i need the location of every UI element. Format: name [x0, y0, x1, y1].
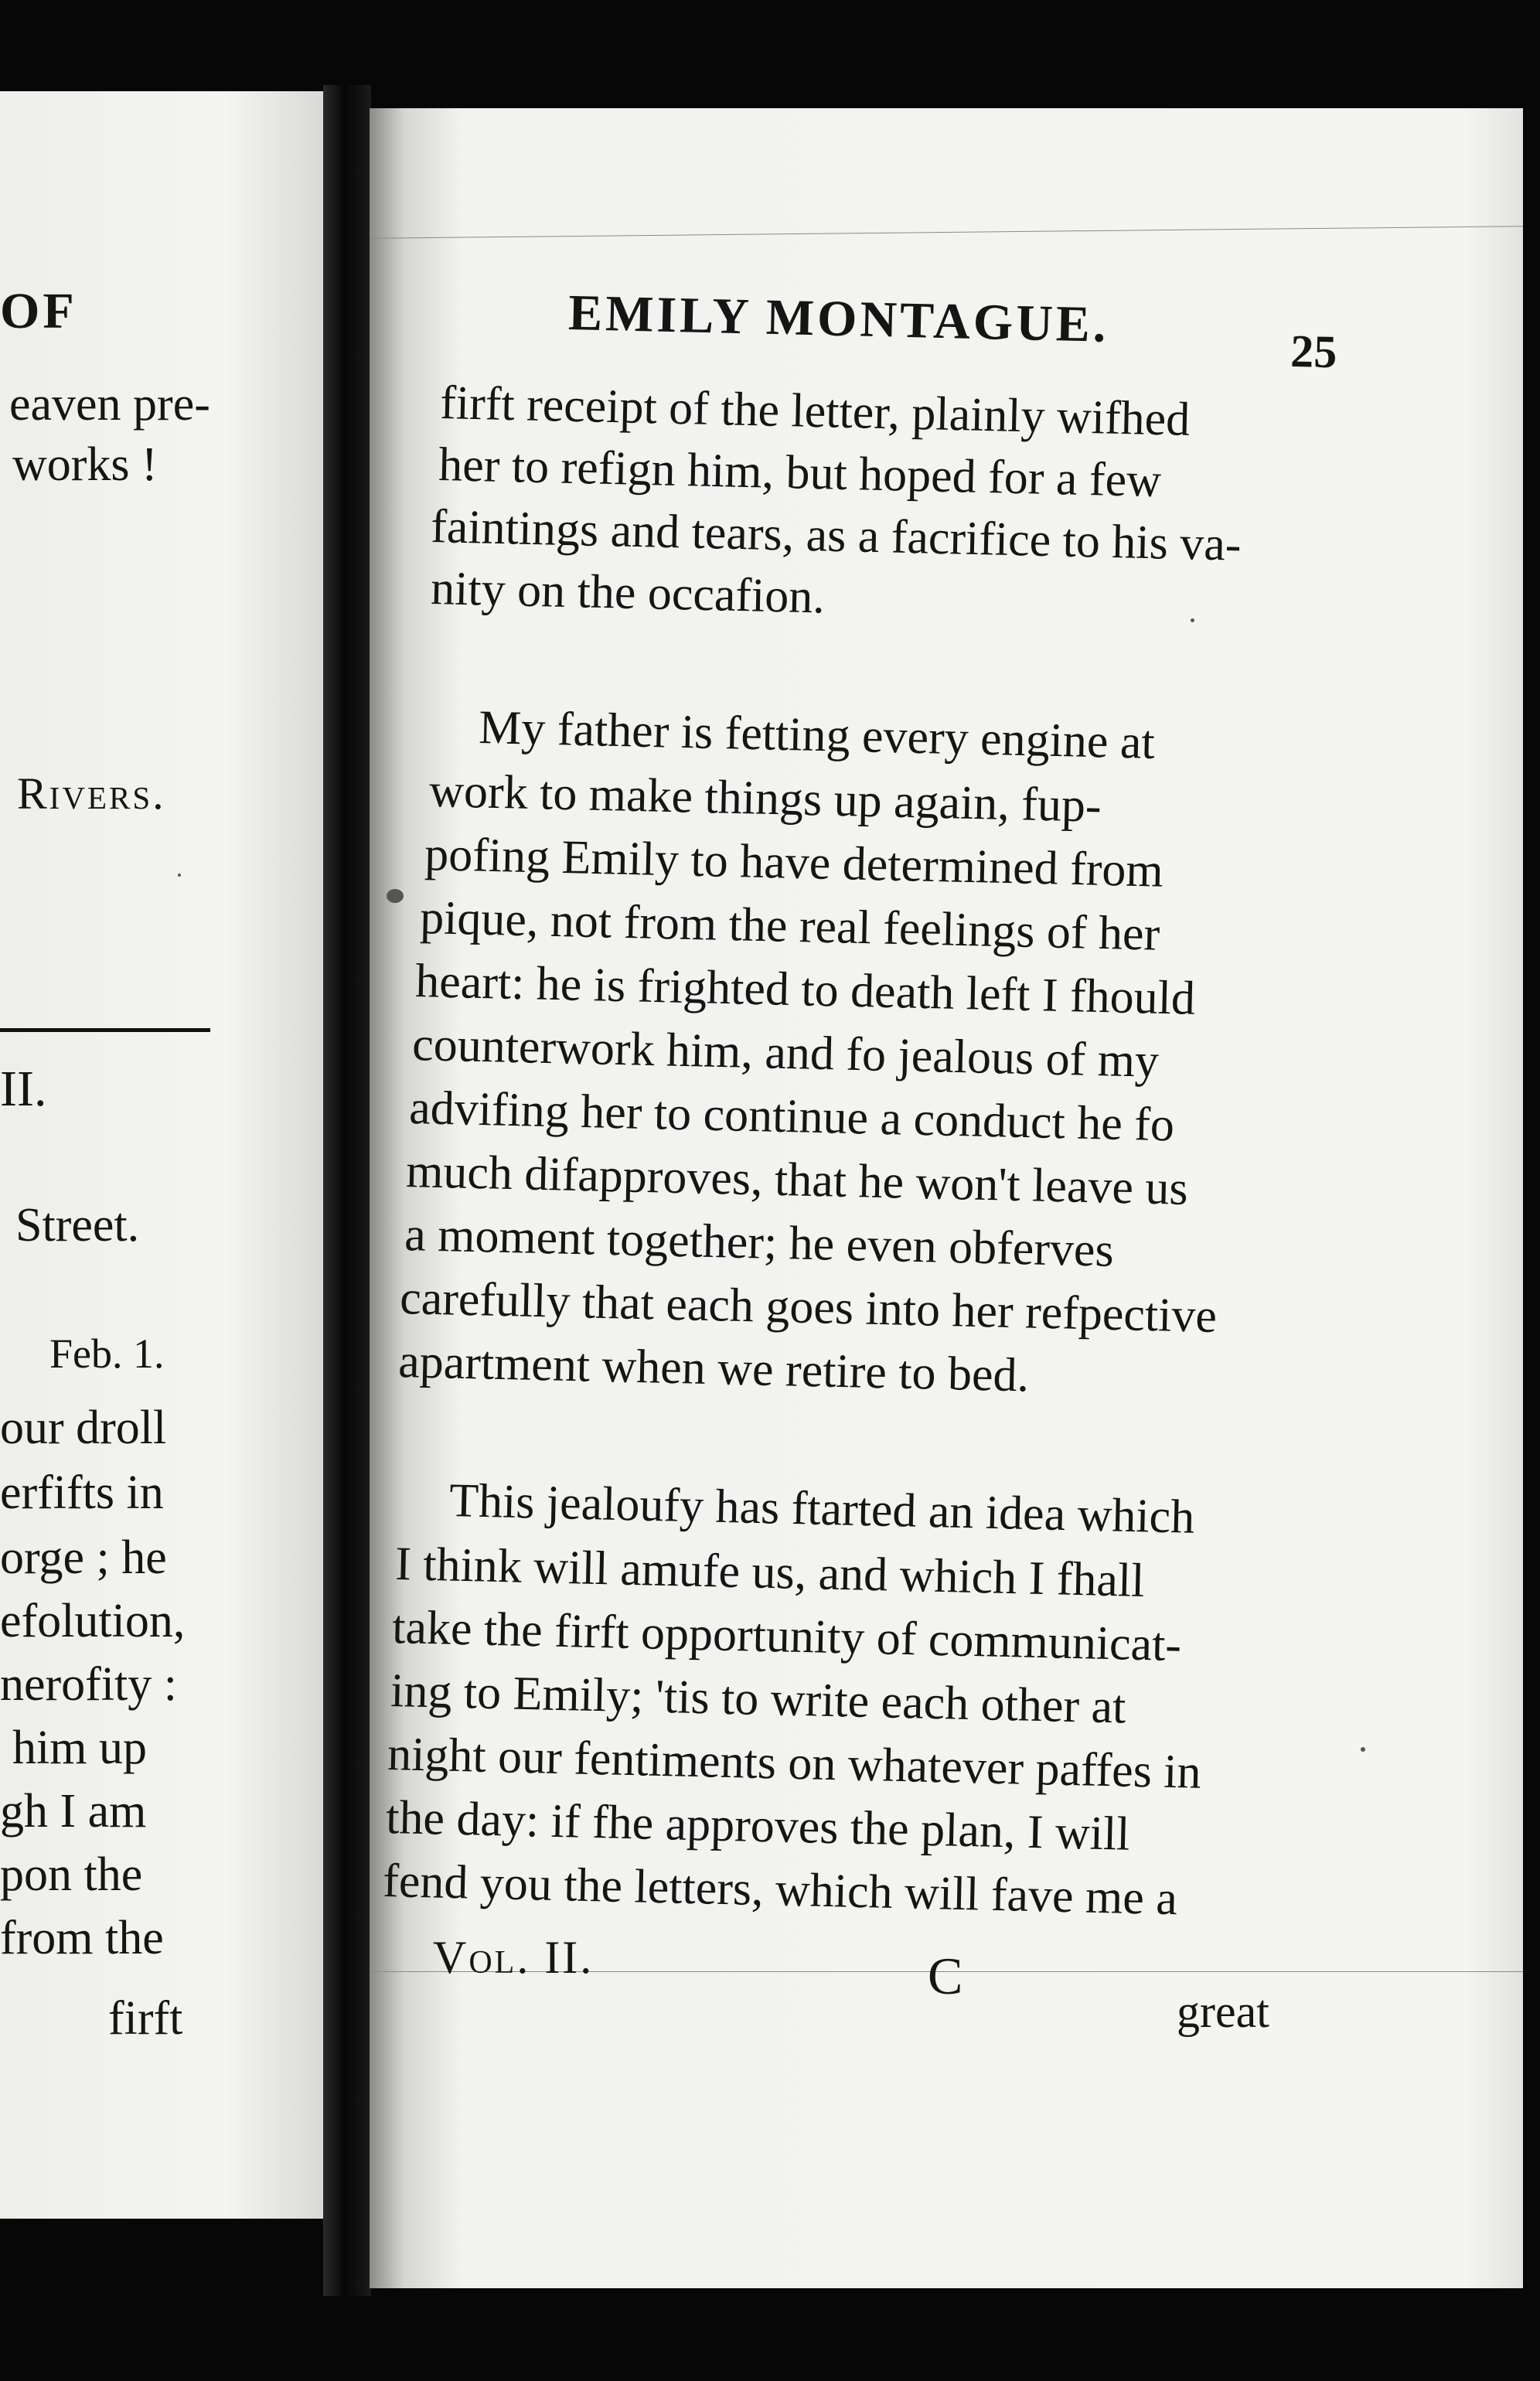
left-text-line: from the: [0, 1912, 164, 1964]
catchword: great: [1177, 1986, 1269, 2037]
left-page: [0, 91, 323, 2219]
body-line: faintings and tears, as a facrifice to his va-: [430, 500, 1242, 571]
left-letter-numeral: II.: [0, 1061, 47, 1117]
body-line: carefully that each goes into her refpective: [399, 1272, 1218, 1343]
body-line: This jealoufy has ftarted an idea which: [448, 1474, 1195, 1544]
body-line: firft receipt of the letter, plainly wifhed: [439, 376, 1191, 446]
left-text-line: pon the: [0, 1848, 143, 1901]
left-text-line: orge ; he: [0, 1531, 167, 1584]
scan-speck: [178, 874, 181, 877]
left-letter-date: Feb. 1.: [49, 1330, 165, 1377]
scan-speck: [387, 889, 404, 903]
volume-marker: Vol. II.: [433, 1932, 595, 1983]
body-line: apartment when we retire to bed.: [397, 1335, 1030, 1402]
body-line: work to make things up again, fup-: [428, 765, 1102, 833]
body-line: her to refign him, but hoped for a few: [438, 438, 1162, 508]
left-text-line: works !: [12, 438, 158, 491]
left-text-line: gh I am: [0, 1785, 147, 1838]
book-gutter: [323, 85, 371, 2296]
left-letter-address: Street.: [15, 1199, 140, 1252]
left-catchword: firft: [108, 1992, 183, 2045]
section-divider-rule: [0, 1028, 210, 1032]
left-text-line: eaven pre-: [9, 378, 210, 431]
signature-mark: C: [928, 1947, 963, 2005]
left-text-line: him up: [12, 1722, 147, 1774]
body-line: ing to Emily; 'tis to write each other at: [390, 1664, 1127, 1734]
left-text-line: erfifts in: [0, 1466, 164, 1519]
left-text-line: efolution,: [0, 1595, 186, 1647]
body-line: pique, not from the real feelings of her: [419, 891, 1161, 961]
running-head: EMILY MONTAGUE.: [567, 284, 1110, 353]
right-page: [370, 108, 1523, 2288]
left-text-line: our droll: [0, 1402, 167, 1454]
body-line: night our fentiments on whatever paffes in: [387, 1728, 1202, 1799]
body-line: advifing her to continue a conduct he fo: [408, 1081, 1175, 1152]
left-text-line: nerofity :: [0, 1658, 177, 1711]
body-line: heart: he is frighted to death left I fhould: [414, 955, 1196, 1025]
body-line: My father is fetting every engine at: [478, 701, 1156, 769]
scan-line-top: [370, 226, 1523, 239]
body-line: counterwork him, and fo jealous of my: [411, 1018, 1160, 1088]
left-running-head: OF: [0, 283, 77, 339]
page-number: 25: [1290, 325, 1338, 378]
left-signature: Rivers.: [17, 768, 166, 819]
body-line: the day: if fhe approves the plan, I will: [385, 1791, 1131, 1861]
body-line: pofing Emily to have determined from: [424, 828, 1164, 898]
scan-speck: [1361, 1747, 1365, 1752]
body-line: I think will amufe us, and which I fhall: [394, 1538, 1146, 1607]
body-line: nity on the occafion.: [430, 562, 826, 624]
body-line: a moment together; he even obferves: [404, 1208, 1115, 1277]
body-line: fend you the letters, which will fave me a: [382, 1855, 1178, 1926]
scan-speck: [1191, 618, 1194, 622]
body-line: much difapproves, that he won't leave us: [405, 1145, 1189, 1215]
body-line: take the firft opportunity of communicat-: [391, 1601, 1182, 1672]
